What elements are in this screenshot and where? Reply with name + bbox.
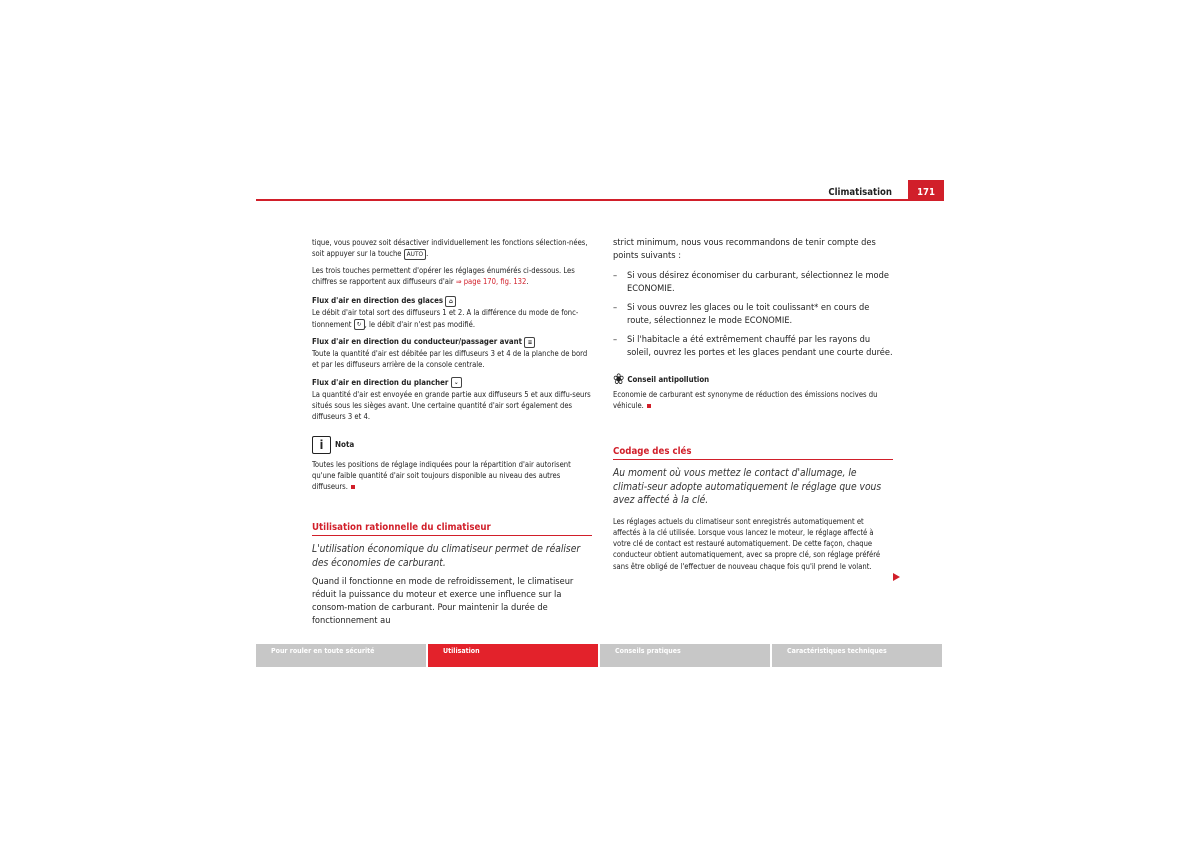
paragraph-text: , le débit d'air n'est pas modifié.: [364, 319, 476, 329]
defrost-icon: ⌂: [445, 296, 456, 307]
nav-tab-practical-tips[interactable]: Conseils pratiques: [600, 644, 770, 667]
paragraph: tique, vous pouvez soit désactiver individuellement les fonctions sélection-nées, soit appuyer sur la touche AUTO .: [312, 238, 588, 259]
paragraph: La quantité d'air est envoyée en grande partie aux diffuseurs 5 et aux diffu-seurs situés sous les sièges avant. Une certaine quantité d'air sort également des diffuseurs 3 et 4.: [312, 389, 591, 422]
page-number: 171: [908, 180, 944, 201]
chapter-title: Climatisation: [828, 187, 892, 198]
end-marker: [351, 485, 355, 489]
subheading: [312, 377, 592, 389]
nav-tab-technical-specs[interactable]: Caractéristiques techniques: [772, 644, 942, 667]
section-title: Codage des clés: [613, 446, 893, 460]
paragraph-text: Les trois touches permettent d'opérer les réglages énumérés ci-dessous. Les chiffres se rapportent aux diffuseurs d'air: [312, 265, 575, 287]
tip-text: [613, 389, 893, 412]
right-section: [613, 446, 893, 572]
recommendation-list: [613, 269, 893, 359]
note-title: Nota: [335, 440, 355, 450]
paragraph: strict minimum, nous vous recommandons de tenir compte des points suivants :: [613, 237, 876, 261]
ventilation-icon: ≡: [524, 337, 535, 348]
list-item: – Si l'habitacle a été extrêmement chauffé par les rayons du soleil, ouvrez les portes et les glaces pendant une courte durée.: [613, 333, 893, 359]
section-body: Quand il fonctionne en mode de refroidissement, le climatiseur réduit la puissance du moteur et exerce une influence sur la consom-mation de carburant. Pour maintenir la durée de fonctionnement au: [312, 576, 574, 626]
subheading: [312, 295, 592, 307]
list-item: – Si vous désirez économiser du carburant, sélectionnez le mode ECONOMIE.: [613, 269, 893, 295]
footwell-icon: ⌄: [451, 377, 462, 388]
subheading-text: Flux d'air en direction du conducteur/passager avant: [312, 337, 523, 347]
tip-title: Conseil antipollution: [627, 375, 710, 384]
paragraph: Toute la quantité d'air est débitée par les diffuseurs 3 et 4 de la planche de bord et par les diffuseurs arrière de la console centrale.: [312, 349, 588, 370]
subheading-text: Flux d'air en direction des glaces: [312, 296, 444, 306]
nav-tab-safety[interactable]: Pour rouler en toute sécurité: [256, 644, 426, 667]
nav-tab-utilisation[interactable]: Utilisation: [428, 644, 598, 667]
page-reference-link[interactable]: ⇒ page 170, fig. 132: [455, 277, 527, 287]
note-text-body: Toutes les positions de réglage indiquées pour la répartition d'air autorisent qu'une faible quantité d'air soit toujours disponible au niveau des autres diffuseurs.: [312, 459, 571, 492]
section-body: Les réglages actuels du climatiseur sont enregistrés automatiquement et affectés à la clé utilisée. Lorsque vous lancez le moteur, le réglage affecté à votre clé de contact est restauré automatiquement. De cette façon, chaque conducteur obtient automatiquement, avec sa propre clé, son réglage préféré sans être obligé de l'effectuer de nouveau chaque fois qu'il prend le volant.: [613, 516, 881, 571]
section-lead: L'utilisation économique du climatiseur permet de réaliser des économies de carburant.: [312, 544, 581, 569]
recirculation-icon: ↻: [354, 319, 365, 330]
left-column: [312, 237, 592, 493]
list-item: – Si vous ouvrez les glaces ou le toit coulissant* en cours de route, sélectionnez le mode ECONOMIE.: [613, 301, 893, 327]
paragraph: [312, 307, 592, 330]
left-section: [312, 522, 592, 627]
paragraph: Les trois touches permettent d'opérer les réglages énumérés ci-dessous. Les chiffres se rapportent aux diffuseurs d'air ⇒ page 170, fig. 132.: [312, 265, 575, 287]
subheading: [312, 336, 592, 348]
section-title: Utilisation rationnelle du climatiseur: [312, 522, 592, 536]
end-marker: [647, 404, 651, 408]
environment-flower-icon: ❀: [613, 370, 625, 389]
note-text: [312, 459, 592, 493]
paragraph-text: Le débit d'air total sort des diffuseurs 1 et 2. A la différence du mode de fonc-tionnement: [312, 308, 579, 329]
auto-key: AUTO: [404, 249, 426, 260]
right-column: [613, 236, 893, 365]
continue-arrow-icon: [893, 573, 900, 581]
tip-box: [613, 370, 893, 412]
header-rule: [256, 199, 944, 201]
note-info-icon: i: [312, 436, 331, 454]
subheading-text: Flux d'air en direction du plancher: [312, 377, 449, 387]
tip-text-body: Economie de carburant est synonyme de réduction des émissions nocives du véhicule.: [613, 390, 878, 411]
paragraph-text: tique, vous pouvez soit désactiver individuellement les fonctions sélection-nées, soit appuyer sur la touche: [312, 238, 588, 259]
section-lead: Au moment où vous mettez le contact d'allumage, le climati-seur adopte automatiquement le réglage que vous avez affecté à la clé.: [613, 468, 882, 506]
note-box: [312, 436, 592, 493]
